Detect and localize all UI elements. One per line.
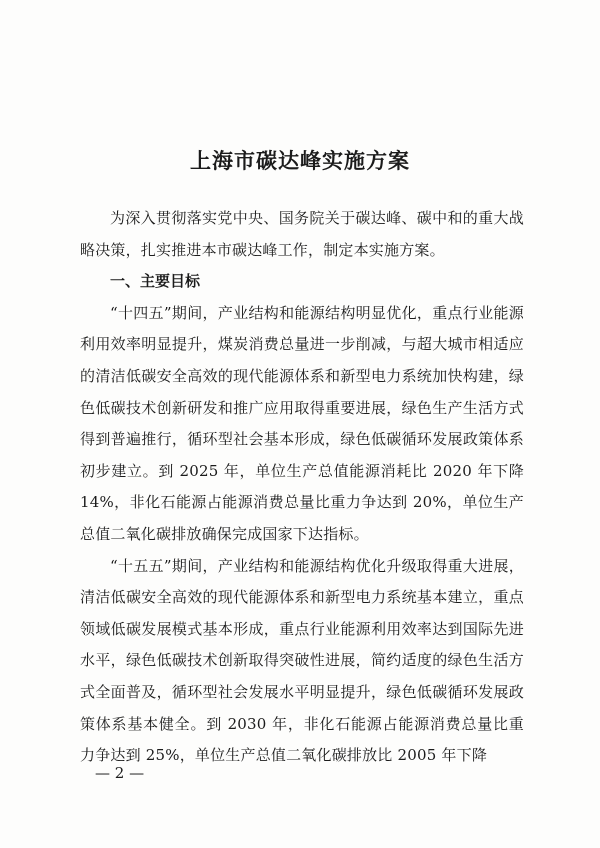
document-body: [80, 203, 524, 772]
paragraph-14th-five-year: “十四五”期间，产业结构和能源结构明显优化，重点行业能源利用效率明显提升，煤炭消费总量进一步削减，与超大城市相适应的清洁低碳安全高效的现代能源体系和新型电力系统加快构建，绿色低碳技术创新研发和推广应用取得重要进展，绿色生产生活方式得到普遍推行，循环型社会基本形成，绿色低碳循环发展政策体系初步建立。到 2025 年，单位生产总值能源消耗比 2020 年下降 14%，非化石能源占能源消费总量比重力争达到 20%，单位生产总值二氧化碳排放确保完成国家下达指标。: [80, 303, 524, 543]
paragraph-15th-five-year: “十五五”期间，产业结构和能源结构优化升级取得重大进展，清洁低碳安全高效的现代能源体系和新型电力系统基本建立，重点领域低碳发展模式基本形成，重点行业能源利用效率达到国际先进水平，绿色低碳技术创新取得突破性进展，简约适度的绿色生活方式全面普及，循环型社会发展水平明显提升，绿色低碳循环发展政策体系基本健全。到 2030 年，非化石能源占能源消费总量比重力争达到 25%，单位生产总值二氧化碳排放比 2005 年下降: [80, 556, 524, 765]
page-number: — 2 —: [95, 764, 145, 782]
document-title: 上海市碳达峰实施方案: [190, 148, 410, 173]
intro-paragraph: 为深入贯彻落实党中央、国务院关于碳达峰、碳中和的重大战略决策，扎实推进本市碳达峰工作，制定本实施方案。: [80, 209, 524, 259]
section-heading: 一、主要目标: [110, 272, 201, 291]
